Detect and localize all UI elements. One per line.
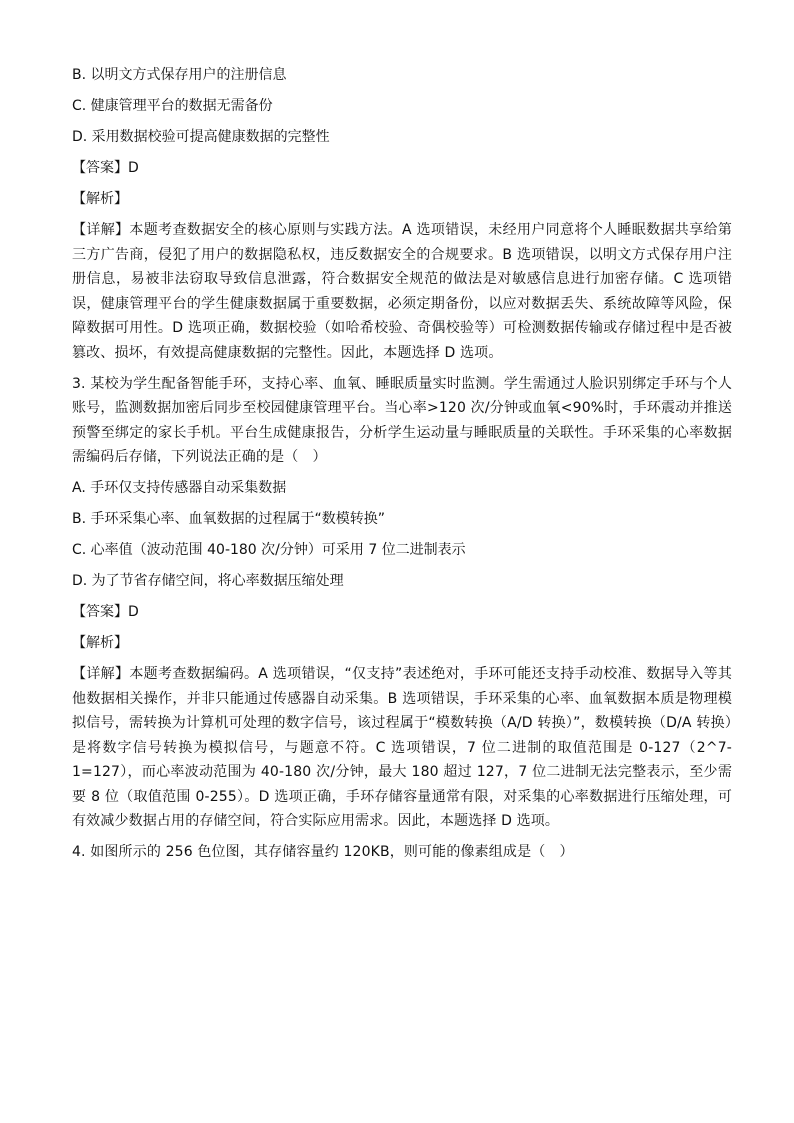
q2-analysis-tag: 【解析】 xyxy=(72,191,128,207)
q3-answer xyxy=(72,600,732,625)
q3-option-b: B. 手环采集心率、血氧数据的过程属于“数模转换” xyxy=(72,511,386,527)
q3-detail-tag: 【详解】 xyxy=(72,666,130,682)
q3-option-c: C. 心率值（波动范围 40-180 次/分钟）可采用 7 位二进制表示 xyxy=(72,542,466,558)
q3-answer-value: D xyxy=(128,604,139,620)
q2-answer-tag: 【答案】 xyxy=(72,160,128,176)
q3-detail-text: 本题考查数据编码。A 选项错误，“仅支持”表述绝对，手环可能还支持手动校准、数据导入等其他数据相关操作，并非只能通过传感器自动采集。B 选项错误，手环采集的心率、血氧数据本质是物理模拟信号，需转换为计算机可处理的数字信号，该过程属于“模数转换（A/D 转换）”，数模转换（D/A 转换）是将数字信号转换为模拟信号，与题意不符。C 选项错误，7 位二进制的取值范围是 0-127（2^7-1=127），而心率波动范围为 40-180 次/分钟，最大 180 超过 127，7 位二进制无法完整表示，至少需要 8 位（取值范围 0-255）。D 选项正确，手环存储容量通常有限，对采集的心率数据进行压缩处理，可有效减少数据占用的存储空间，符合实际应用需求。因此，本题选择 D 选项。 xyxy=(72,666,732,829)
q2-option-d: D. 采用数据校验可提高健康数据的完整性 xyxy=(72,129,330,145)
q2-option-b: B. 以明文方式保存用户的注册信息 xyxy=(72,67,287,83)
document-content xyxy=(72,63,732,871)
q2-detail-text: 本题考查数据安全的核心原则与实践方法。A 选项错误，未经用户同意将个人睡眠数据共享给第三方广告商，侵犯了用户的数据隐私权，违反数据安全的合规要求。B 选项错误，以明文方式保存用户注册信息，易被非法窃取导致信息泄露，符合数据安全规范的做法是对敏感信息进行加密存储。C 选项错误，健康管理平台的学生健康数据属于重要数据，必须定期备份，以应对数据丢失、系统故障等风险，保障数据可用性。D 选项正确，数据校验（如哈希校验、奇偶校验等）可检测数据传输或存储过程中是否被篡改、损坏，有效提高健康数据的完整性。因此，本题选择 D 选项。 xyxy=(72,222,732,361)
q2-answer xyxy=(72,156,732,181)
q2-answer-value: D xyxy=(128,160,139,176)
q3-analysis-tag: 【解析】 xyxy=(72,635,128,651)
q3-option-a: A. 手环仅支持传感器自动采集数据 xyxy=(72,480,287,496)
q4-stem: 4. 如图所示的 256 色位图，其存储容量约 120KB，则可能的像素组成是（ ） xyxy=(72,844,574,860)
q3-detail xyxy=(72,662,732,834)
q2-detail-tag: 【详解】 xyxy=(72,222,130,238)
q3-answer-tag: 【答案】 xyxy=(72,604,128,620)
q3-option-d: D. 为了节省存储空间，将心率数据压缩处理 xyxy=(72,573,344,589)
q3-stem: 3. 某校为学生配备智能手环，支持心率、血氧、睡眠质量实时监测。学生需通过人脸识别绑定手环与个人账号，监测数据加密后同步至校园健康管理平台。当心率>120 次/分钟或血氧<90%时，手环震动并推送预警至绑定的家长手机。平台生成健康报告，分析学生运动量与睡眠质量的关联性。手环采集的心率数据需编码后存储，下列说法正确的是（ ） xyxy=(72,375,732,465)
q2-detail xyxy=(72,218,732,365)
q2-option-c: C. 健康管理平台的数据无需备份 xyxy=(72,98,273,114)
